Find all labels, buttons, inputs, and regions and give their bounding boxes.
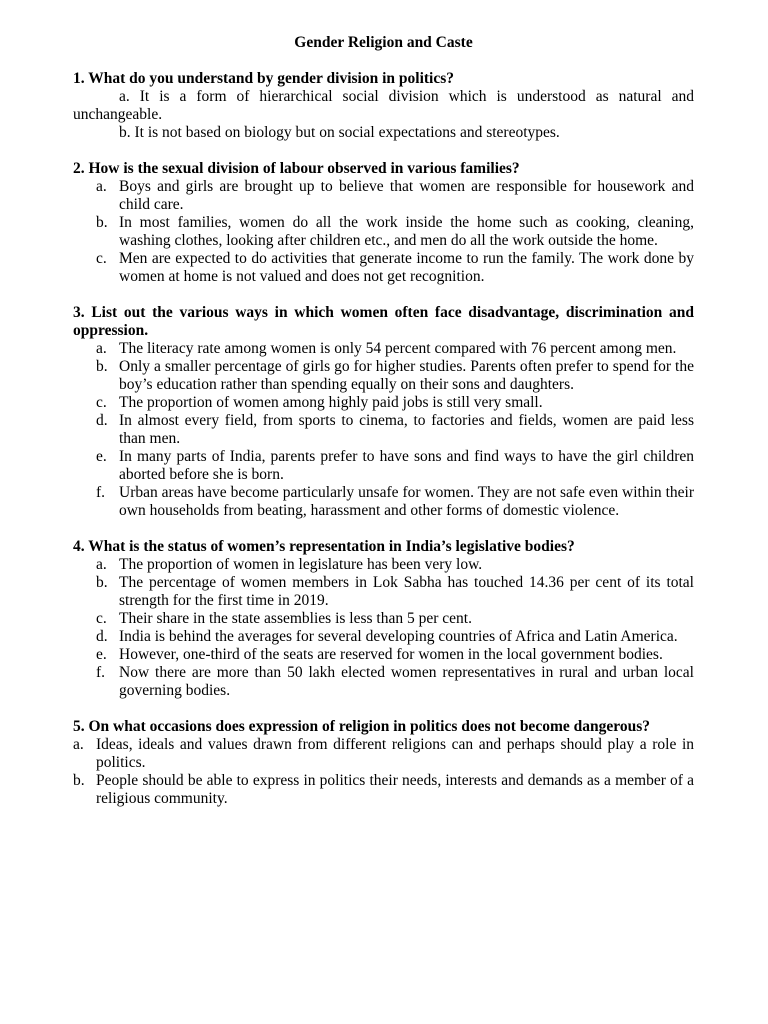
list-item bbox=[73, 412, 694, 448]
item-text: Only a smaller percentage of girls go for higher studies. Parents often prefer to spend for the boy’s education rather than spending equally on their sons and daughters. bbox=[119, 358, 694, 393]
item-text: The proportion of women in legislature has been very low. bbox=[119, 556, 483, 573]
item-label: a. bbox=[96, 556, 107, 573]
item-label: a. bbox=[73, 736, 84, 753]
question-2: 2. How is the sexual division of labour observed in various families? bbox=[73, 160, 520, 177]
question-4: 4. What is the status of women’s representation in India’s legislative bodies? bbox=[73, 538, 575, 555]
item-text: In most families, women do all the work inside the home such as cooking, cleaning, washing clothes, looking after children etc., and men do all the work outside the home. bbox=[119, 214, 694, 249]
question-5-section bbox=[73, 718, 694, 808]
item-label: e. bbox=[96, 448, 107, 465]
item-text: Their share in the state assemblies is less than 5 per cent. bbox=[119, 610, 472, 627]
item-text: In many parts of India, parents prefer to have sons and find ways to have the girl children aborted before she is born. bbox=[119, 448, 694, 483]
list-item bbox=[73, 250, 694, 286]
list-item bbox=[73, 574, 694, 610]
item-text: Urban areas have become particularly unsafe for women. They are not safe even within their own households from beating, harassment and other forms of domestic violence. bbox=[119, 484, 694, 519]
question-2-section bbox=[73, 160, 694, 286]
answer-1a: a. It is a form of hierarchical social division which is understood as natural and unchangeable. bbox=[73, 88, 694, 123]
list-item bbox=[73, 628, 694, 646]
item-label: c. bbox=[96, 250, 107, 267]
document-title: Gender Religion and Caste bbox=[294, 34, 473, 51]
list-item bbox=[73, 772, 694, 808]
item-label: c. bbox=[96, 394, 107, 411]
item-label: a. bbox=[96, 178, 107, 195]
list-item bbox=[73, 358, 694, 394]
question-4-section bbox=[73, 538, 694, 700]
question-3: 3. List out the various ways in which women often face disadvantage, discrimination and oppression. bbox=[73, 304, 694, 339]
list-item bbox=[73, 610, 694, 628]
item-text: The proportion of women among highly paid jobs is still very small. bbox=[119, 394, 543, 411]
item-text: The percentage of women members in Lok Sabha has touched 14.36 per cent of its total strength for the first time in 2019. bbox=[119, 574, 694, 609]
list-item bbox=[73, 664, 694, 700]
document-page bbox=[73, 34, 694, 826]
item-label: d. bbox=[96, 628, 108, 645]
list-item bbox=[73, 340, 694, 358]
item-label: c. bbox=[96, 610, 107, 627]
answer-1b: b. It is not based on biology but on social expectations and stereotypes. bbox=[119, 124, 560, 141]
question-3-section bbox=[73, 304, 694, 520]
item-label: a. bbox=[96, 340, 107, 357]
item-text: India is behind the averages for several developing countries of Africa and Latin America. bbox=[119, 628, 678, 645]
item-label: d. bbox=[96, 412, 108, 429]
item-text: In almost every field, from sports to cinema, to factories and fields, women are paid less than men. bbox=[119, 412, 694, 447]
item-label: b. bbox=[73, 772, 85, 789]
item-label: e. bbox=[96, 646, 107, 663]
list-item bbox=[73, 484, 694, 520]
item-label: f. bbox=[96, 664, 106, 681]
list-item bbox=[73, 394, 694, 412]
item-text: Men are expected to do activities that generate income to run the family. The work done by women at home is not valued and does not get recognition. bbox=[119, 250, 694, 285]
question-1: 1. What do you understand by gender division in politics? bbox=[73, 70, 454, 87]
item-text: Ideas, ideals and values drawn from different religions can and perhaps should play a role in politics. bbox=[96, 736, 694, 771]
item-text: The literacy rate among women is only 54 percent compared with 76 percent among men. bbox=[119, 340, 677, 357]
item-text: People should be able to express in politics their needs, interests and demands as a member of a religious community. bbox=[96, 772, 694, 807]
list-item bbox=[73, 178, 694, 214]
item-text: However, one-third of the seats are reserved for women in the local government bodies. bbox=[119, 646, 663, 663]
list-item bbox=[73, 646, 694, 664]
question-1-section bbox=[73, 70, 694, 142]
item-label: b. bbox=[96, 214, 108, 231]
item-text: Now there are more than 50 lakh elected women representatives in rural and urban local governing bodies. bbox=[119, 664, 694, 699]
item-text: Boys and girls are brought up to believe that women are responsible for housework and child care. bbox=[119, 178, 694, 213]
item-label: f. bbox=[96, 484, 106, 501]
question-5: 5. On what occasions does expression of religion in politics does not become dangerous? bbox=[73, 718, 650, 735]
list-item bbox=[73, 556, 694, 574]
item-label: b. bbox=[96, 574, 108, 591]
list-item bbox=[73, 736, 694, 772]
list-item bbox=[73, 214, 694, 250]
list-item bbox=[73, 448, 694, 484]
item-label: b. bbox=[96, 358, 108, 375]
